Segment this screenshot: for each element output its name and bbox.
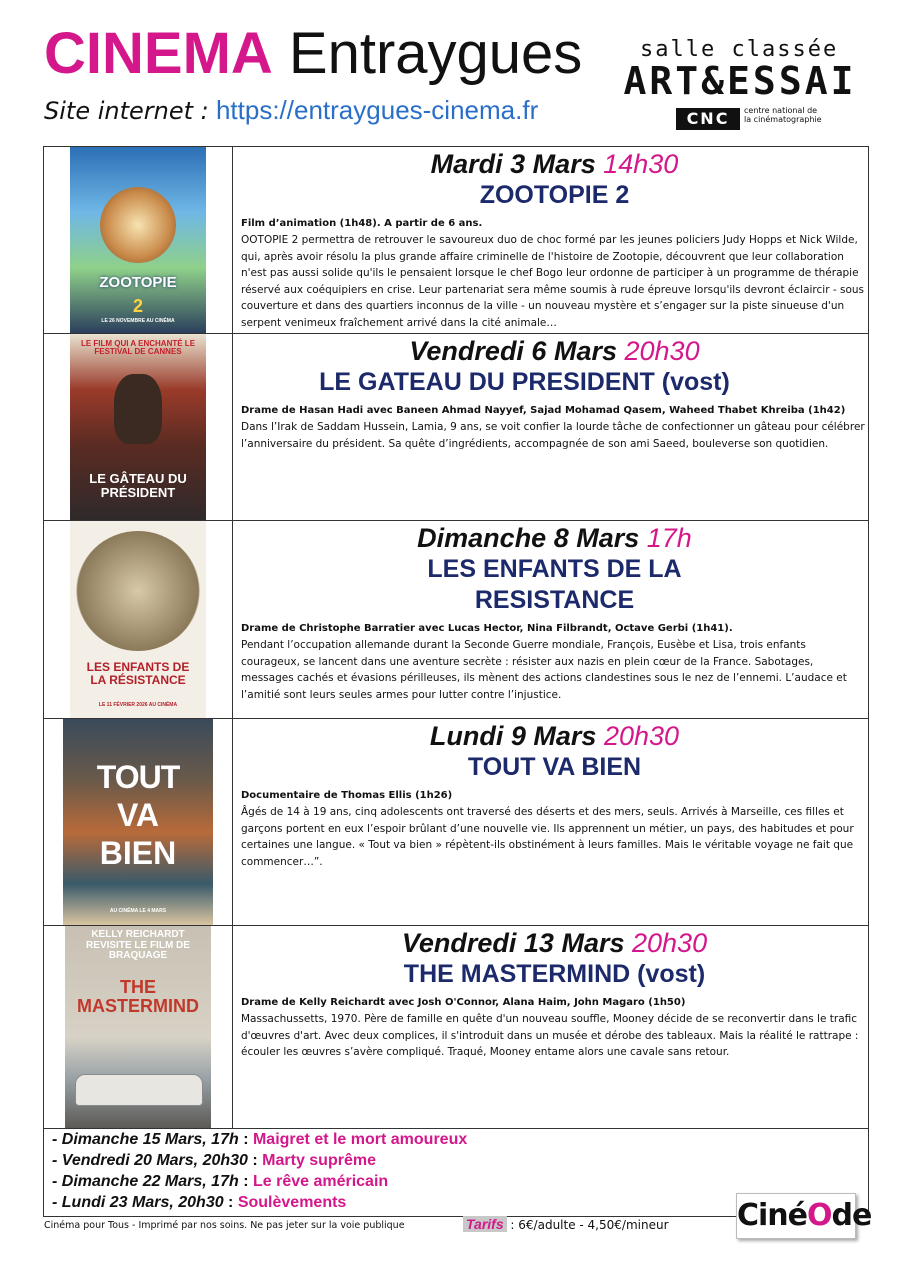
logo-part: é bbox=[787, 1198, 808, 1233]
programme-table bbox=[43, 146, 869, 1129]
screening-row bbox=[44, 926, 868, 1128]
screening-row bbox=[44, 719, 868, 926]
upcoming-separator: : bbox=[238, 1131, 253, 1148]
film-title: ZOOTOPIE 2 bbox=[479, 181, 630, 209]
girl-illustration bbox=[114, 374, 162, 444]
poster-cell bbox=[44, 334, 233, 520]
film-synopsis: Âgés de 14 à 19 ans, cinq adolescents ont traversé des déserts et des mers, seuls. Arrivés à Marseille, ces filles et garçons portent en eux l’espoir brûlant d’une nouvelle vie. Ils apprennent un métier, un pays, des habitudes et pour certaines une langue. « Tout va bien » répètent-ils obstinément à leurs familles. Mais le véritable voyage ne fait que commencer…”. bbox=[241, 806, 854, 868]
upcoming-item bbox=[52, 1171, 868, 1192]
logo-part: de bbox=[831, 1198, 872, 1233]
cinema-word: CINEMA bbox=[44, 21, 273, 86]
screening-info bbox=[233, 147, 868, 333]
screening-datetime bbox=[241, 928, 868, 959]
poster-cell bbox=[44, 926, 233, 1128]
poster-release: LE 11 FÉVRIER 2026 AU CINÉMA bbox=[98, 702, 178, 708]
art-essai-logo: ART&ESSAI bbox=[623, 59, 857, 103]
town-name: Entraygues bbox=[288, 21, 583, 86]
screening-time: 14h30 bbox=[603, 149, 679, 179]
cinode-logo bbox=[736, 1193, 872, 1239]
poster-cell bbox=[44, 147, 233, 333]
poster-title-line2: VA bbox=[116, 797, 160, 833]
poster-les-enfants-de-la-resistance bbox=[70, 521, 206, 718]
website-link[interactable]: https://entraygues-cinema.fr bbox=[215, 95, 539, 125]
screening-day: Vendredi 13 Mars bbox=[401, 928, 625, 958]
screening-time: 20h30 bbox=[632, 928, 708, 958]
screening-datetime bbox=[241, 721, 868, 752]
film-title: LE GATEAU DU PRESIDENT (vost) bbox=[319, 368, 730, 396]
screening-time: 17h bbox=[646, 523, 692, 553]
poster-release: LE 26 NOVEMBRE AU CINÉMA bbox=[101, 318, 175, 324]
poster-title: LES ENFANTS DE LA RÉSISTANCE bbox=[86, 660, 190, 687]
screening-time: 20h30 bbox=[624, 336, 700, 366]
screening-time: 20h30 bbox=[603, 721, 680, 751]
upcoming-separator: : bbox=[238, 1173, 253, 1190]
film-synopsis: Pendant l’occupation allemande durant la Seconde Guerre mondiale, François, Eusèbe et Lisa, trois enfants courageux, se lancent dans une aventure secrète : résister aux nazis en plein cœur de la France. Sabotages, messages cachés et évasions périlleuses, ils mènent des actions clandestines sous le nez de l’ennemi. L’audace et l’amitié sont leurs seules armes pour lutter contre l’injustice. bbox=[241, 639, 847, 701]
art-essai-subtitle: salle classée bbox=[640, 37, 839, 62]
film-title: LES ENFANTS DE LA RESISTANCE bbox=[427, 555, 682, 614]
film-credits: Drame de Christophe Barratier avec Lucas Hector, Nina Filbrandt, Octave Gerbi (1h41). bbox=[241, 623, 733, 634]
screening-day: Vendredi 6 Mars bbox=[409, 336, 617, 366]
screening-row bbox=[44, 334, 868, 521]
screening-day: Dimanche 8 Mars bbox=[417, 523, 640, 553]
upcoming-item bbox=[52, 1150, 868, 1171]
film-synopsis: Dans l’Irak de Saddam Hussein, Lamia, 9 ans, se voit confier la lourde tâche de confectionner un gâteau pour célébrer l’anniversaire du président. Sa quête d’ingrédients, accompagnée de son ami Saeed, bouleverse son quotidien. bbox=[241, 421, 865, 450]
poster-zootopie-2 bbox=[70, 147, 206, 333]
film-credits: Film d’animation (1h48). A partir de 6 ans. bbox=[241, 218, 483, 229]
screening-info bbox=[233, 334, 868, 520]
screening-info bbox=[233, 719, 868, 925]
film-credits: Drame de Kelly Reichardt avec Josh O'Connor, Alana Haim, John Magaro (1h50) bbox=[241, 997, 686, 1008]
screening-row bbox=[44, 147, 868, 334]
poster-cell bbox=[44, 719, 233, 925]
poster-tagline: KELLY REICHARDT REVISITE LE FILM DE BRAQUAGE bbox=[86, 929, 190, 961]
tarifs-label: Tarifs bbox=[463, 1216, 507, 1232]
screening-info bbox=[233, 926, 868, 1128]
upcoming-when: - Lundi 23 Mars, 20h30 bbox=[52, 1194, 224, 1211]
poster-title-line3: BIEN bbox=[99, 835, 177, 871]
upcoming-separator: : bbox=[247, 1152, 263, 1169]
poster-the-mastermind bbox=[65, 926, 211, 1128]
tarifs-value: : 6€/adulte - 4,50€/mineur bbox=[506, 1218, 669, 1232]
film-title: THE MASTERMIND (vost) bbox=[403, 960, 706, 988]
film-title: TOUT VA BIEN bbox=[467, 753, 642, 781]
upcoming-when: - Dimanche 15 Mars, 17h bbox=[52, 1131, 239, 1148]
character-illustration bbox=[100, 187, 176, 263]
website-label: Site internet : bbox=[44, 97, 209, 125]
upcoming-film: Soulèvements bbox=[237, 1194, 347, 1211]
poster-title: LE GÂTEAU DU PRÉSIDENT bbox=[89, 471, 187, 500]
film-synopsis: OOTOPIE 2 permettra de retrouver le savoureux duo de choc formé par les jeunes policiers Judy Hopps et Nick Wilde, qui, après avoir résolu la plus grande affaire criminelle de l'histoire de Zootopie, découvrent que leur collaboration n'est pas aussi solide qu'ils le pensaient lorsque le chef Bogo leur ordonne de participer à un programme de thérapie réservé aux coéquipiers en crise. Leur partenariat sera même soumis à rude épreuve lorsqu'ils devront éclaircir - sous couverture et dans des quartiers inconnus de la ville - un nouveau mystère et s’engager sur la piste sinueuse d'un serpent venimeux fraîchement arrivé dans la cité animale… bbox=[241, 234, 865, 329]
car-illustration bbox=[75, 1074, 203, 1106]
poster-title: ZOOTOPIE bbox=[99, 274, 177, 291]
upcoming-film: Marty suprême bbox=[262, 1152, 376, 1169]
cnc-caption: centre national de la cinématographie bbox=[744, 106, 822, 124]
screening-day: Mardi 3 Mars bbox=[430, 149, 596, 179]
upcoming-separator: : bbox=[223, 1194, 238, 1211]
cinema-title bbox=[44, 22, 582, 86]
screening-row bbox=[44, 521, 868, 719]
screening-day: Lundi 9 Mars bbox=[429, 721, 597, 751]
screening-info bbox=[233, 521, 868, 718]
tarifs bbox=[463, 1216, 669, 1232]
upcoming-when: - Dimanche 22 Mars, 17h bbox=[52, 1173, 239, 1190]
screening-datetime bbox=[241, 149, 868, 180]
website-line bbox=[44, 94, 538, 127]
poster-title: THE MASTERMIND bbox=[77, 977, 199, 1016]
poster-tagline: LE FILM QUI A ENCHANTÉ LE FESTIVAL DE CANNES bbox=[80, 339, 196, 357]
upcoming-when: - Vendredi 20 Mars, 20h30 bbox=[52, 1152, 248, 1169]
film-credits: Documentaire de Thomas Ellis (1h26) bbox=[241, 790, 453, 801]
screening-datetime bbox=[241, 523, 868, 554]
logo-part: O bbox=[807, 1198, 832, 1233]
upcoming-film: Le rêve américain bbox=[252, 1173, 389, 1190]
poster-title-line1: TOUT bbox=[96, 759, 180, 795]
poster-tout-va-bien bbox=[63, 719, 213, 925]
film-credits: Drame de Hasan Hadi avec Baneen Ahmad Nayyef, Sajad Mohamad Qasem, Waheed Thabet Khreiba (1h42) bbox=[241, 405, 846, 416]
poster-cell bbox=[44, 521, 233, 718]
upcoming-item bbox=[52, 1129, 868, 1150]
poster-number: 2 bbox=[132, 296, 143, 316]
cast-illustration bbox=[76, 531, 200, 651]
logo-part: Cin bbox=[737, 1198, 788, 1233]
film-synopsis: Massachussetts, 1970. Père de famille en quête d'un nouveau souffle, Mooney décide de se reconvertir dans le trafic d'œuvres d'art. Avec deux complices, il s'introduit dans un musée et dérobe des tableaux. Mais la réalité le rattrape : écouler les œuvres s’avère compliqué. Traqué, Mooney entame alors une cavale sans retour. bbox=[241, 1013, 859, 1058]
screening-datetime bbox=[241, 336, 868, 367]
upcoming-film: Maigret et le mort amoureux bbox=[252, 1131, 468, 1148]
poster-le-gateau-du-president bbox=[70, 334, 206, 520]
footer-note: Cinéma pour Tous - Imprimé par nos soins. Ne pas jeter sur la voie publique bbox=[44, 1220, 405, 1231]
poster-release: AU CINÉMA LE 4 MARS bbox=[109, 908, 167, 914]
cnc-logo: CNC bbox=[676, 108, 740, 130]
